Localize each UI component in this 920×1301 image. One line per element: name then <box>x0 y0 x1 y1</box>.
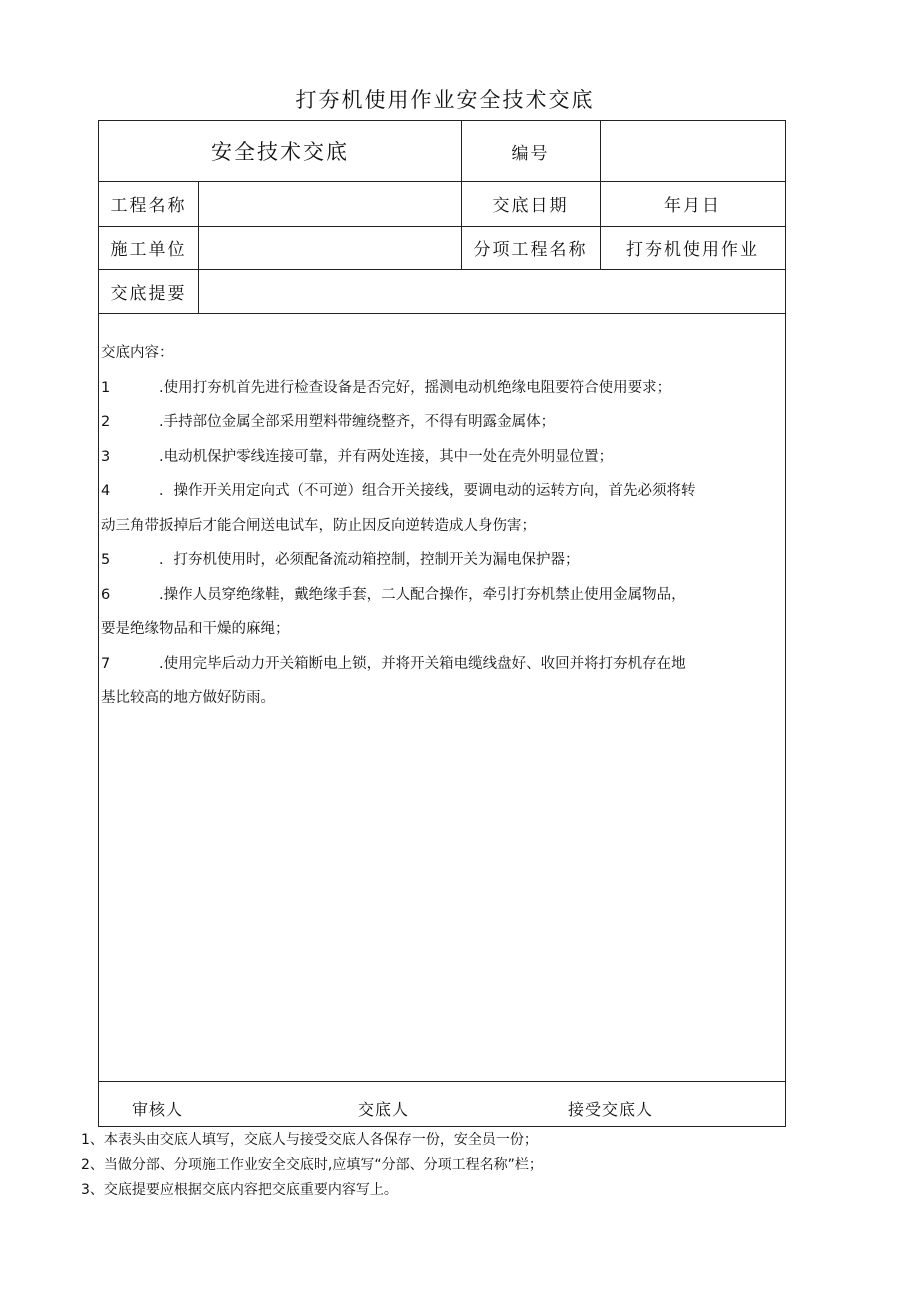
row-divider <box>99 1081 785 1082</box>
footnote: 2、当做分部、分项施工作业安全交底时,应填写“分部、分项工程名称”栏； <box>81 1157 543 1173</box>
subproject-label: 分项工程名称 <box>473 240 588 260</box>
receiver-label: 接受交底人 <box>568 1100 654 1119</box>
item-number: 2 <box>101 414 111 430</box>
item-continuation: 动三角带扳掉后才能合闸送电试车，防止因反向逆转造成人身伤害； <box>101 517 536 534</box>
item-continuation: 要是绝缘物品和干燥的麻绳； <box>101 621 290 637</box>
project-name-value[interactable] <box>198 181 461 226</box>
item-number: 7 <box>101 655 111 672</box>
content-item <box>99 543 783 578</box>
item-text: ．操作开关用定向式（不可逆）组合开关接线，要调电动的运转方向，首先必须将转 <box>159 483 696 499</box>
item-text: .手持部位金属全部采用塑料带缠绕整齐，不得有明露金属体； <box>159 414 556 430</box>
item-text: .使用打夯机首先进行检查设备是否完好，摇测电动机绝缘电阻要符合使用要求； <box>159 379 672 396</box>
presenter-label: 交底人 <box>358 1100 410 1119</box>
footnote: 3、交底提要应根据交底内容把交底重要内容写上。 <box>81 1182 398 1198</box>
row-divider <box>99 313 785 314</box>
item-number: 3 <box>101 448 111 465</box>
summary-value[interactable] <box>198 269 785 313</box>
summary-label: 交底提要 <box>110 283 187 304</box>
item-text: ．打夯机使用时，必须配备流动箱控制，控制开关为漏电保护器； <box>159 552 580 568</box>
content-item <box>99 371 783 406</box>
date-value[interactable]: 年月日 <box>664 196 721 216</box>
content-item <box>99 440 783 475</box>
subproject-value[interactable]: 打夯机使用作业 <box>626 240 759 260</box>
item-continuation: 基比较高的地方做好防雨。 <box>101 690 275 706</box>
content-item <box>99 405 783 440</box>
content-item <box>99 647 783 716</box>
serial-value[interactable] <box>600 121 785 181</box>
item-number: 1 <box>101 379 111 396</box>
form-name: 安全技术交底 <box>211 140 349 164</box>
disclosure-form <box>98 120 786 1127</box>
content-heading: 交底内容： <box>101 345 174 361</box>
item-number: 5 <box>101 552 111 568</box>
serial-label: 编号 <box>511 143 550 164</box>
unit-label: 施工单位 <box>110 240 187 260</box>
footnote: 1、本表头由交底人填写，交底人与接受交底人各保存一份，安全员一份； <box>81 1132 538 1148</box>
footnotes <box>81 1128 543 1203</box>
content-item <box>99 474 783 543</box>
reviewer-label: 审核人 <box>132 1100 184 1119</box>
project-name-label: 工程名称 <box>110 196 187 216</box>
disclosure-content <box>99 336 783 716</box>
document-title: 打夯机使用作业安全技术交底 <box>295 88 595 112</box>
item-number: 6 <box>101 586 111 603</box>
item-text: .操作人员穿绝缘鞋，戴绝缘手套，二人配合操作，牵引打夯机禁止使用金属物品， <box>159 586 686 603</box>
unit-value[interactable] <box>198 226 461 269</box>
item-text: .电动机保护零线连接可靠，并有两处连接，其中一处在壳外明显位置； <box>159 448 614 465</box>
item-number: 4 <box>101 483 111 499</box>
date-label: 交底日期 <box>492 196 569 216</box>
content-item <box>99 578 783 647</box>
item-text: .使用完毕后动力开关箱断电上锁，并将开关箱电缆线盘好、收回并将打夯机存在地 <box>159 655 686 672</box>
